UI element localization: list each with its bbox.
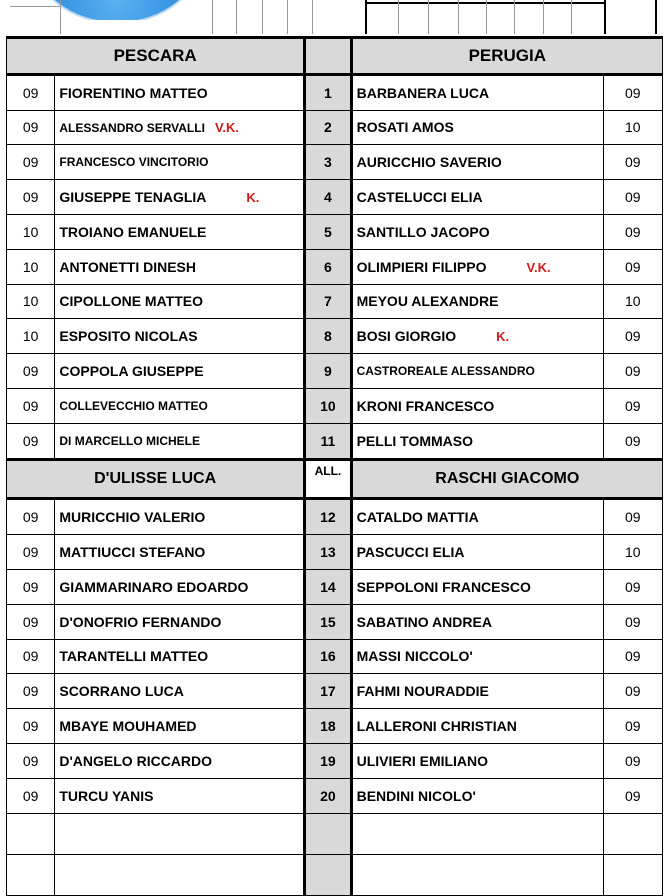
- away-player-name: [351, 249, 603, 284]
- starter-row: [7, 284, 663, 319]
- home-player-vote: 09: [7, 388, 55, 423]
- substitute-row: [7, 639, 663, 674]
- top-grid-line: [571, 0, 572, 34]
- away-player-name: [351, 319, 603, 354]
- away-player-name: [351, 354, 603, 389]
- away-sub-name: BENDINI NICOLO': [351, 778, 603, 813]
- home-player-name-text: CIPOLLONE MATTEO: [59, 293, 203, 310]
- substitute-row: [7, 674, 663, 709]
- top-grid-line: [398, 0, 399, 34]
- away-player-vote: 09: [603, 249, 663, 284]
- shirt-number: 17: [305, 674, 351, 709]
- away-player-vote: 09: [603, 388, 663, 423]
- empty-cell: [305, 854, 351, 895]
- home-player-role-badge: V.K.: [214, 119, 240, 135]
- substitute-row: [7, 535, 663, 570]
- top-grid-line: [458, 0, 459, 34]
- away-player-name-text: SANTILLO JACOPO: [356, 223, 490, 240]
- shirt-number: 6: [305, 249, 351, 284]
- away-player-name: [351, 180, 603, 215]
- away-player-name-text: CASTROREALE ALESSANDRO: [356, 364, 535, 379]
- away-sub-vote: 09: [603, 778, 663, 813]
- away-sub-name: PASCUCCI ELIA: [351, 535, 603, 570]
- home-sub-name: TURCU YANIS: [55, 778, 305, 813]
- substitute-row: [7, 778, 663, 813]
- home-sub-vote: 09: [7, 709, 55, 744]
- top-grid-line: [655, 0, 657, 34]
- top-grid-line: [312, 0, 313, 34]
- starter-row: [7, 388, 663, 423]
- away-player-name-text: PELLI TOMMASO: [356, 432, 474, 449]
- home-coach-name: D'ULISSE LUCA: [7, 459, 305, 499]
- number-header: [305, 38, 351, 75]
- shirt-number: 14: [305, 569, 351, 604]
- away-player-vote: 09: [603, 423, 663, 459]
- away-player-name: [351, 284, 603, 319]
- home-sub-name: GIAMMARINARO EDOARDO: [55, 569, 305, 604]
- home-player-name-text: ALESSANDRO SERVALLI: [59, 120, 205, 135]
- home-sub-name: D'ANGELO RICCARDO: [55, 743, 305, 778]
- empty-cell: [351, 813, 603, 854]
- away-player-name: [351, 214, 603, 249]
- away-sub-vote: 09: [603, 604, 663, 639]
- top-grid-line: [428, 0, 429, 34]
- top-grid-line: [60, 0, 61, 34]
- away-player-vote: 09: [603, 319, 663, 354]
- shirt-number: 4: [305, 180, 351, 215]
- starter-row: [7, 354, 663, 389]
- away-player-name: [351, 74, 603, 110]
- starter-row: [7, 214, 663, 249]
- top-strip: [0, 0, 665, 36]
- away-sub-name: ULIVIERI EMILIANO: [351, 743, 603, 778]
- top-grid-line: [365, 2, 605, 4]
- empty-cell: [603, 854, 663, 895]
- top-grid-line: [514, 0, 515, 34]
- home-player-name-text: DI MARCELLO MICHELE: [59, 433, 201, 448]
- top-grid-line: [365, 0, 367, 34]
- away-sub-name: SABATINO ANDREA: [351, 604, 603, 639]
- home-player-name-text: COPPOLA GIUSEPPE: [59, 363, 204, 380]
- home-sub-vote: 09: [7, 743, 55, 778]
- away-player-role-badge: V.K.: [526, 259, 551, 275]
- away-player-vote: 09: [603, 145, 663, 180]
- home-sub-name: MURICCHIO VALERIO: [55, 499, 305, 535]
- home-player-name: [55, 284, 305, 319]
- away-player-name: [351, 423, 603, 459]
- home-player-name: [55, 145, 305, 180]
- empty-cell: [305, 813, 351, 854]
- home-sub-vote: 09: [7, 674, 55, 709]
- home-sub-vote: 09: [7, 499, 55, 535]
- shirt-number: 3: [305, 145, 351, 180]
- shirt-number: 20: [305, 778, 351, 813]
- shirt-number: 8: [305, 319, 351, 354]
- home-player-name: [55, 354, 305, 389]
- top-grid-line: [604, 0, 606, 34]
- empty-cell: [55, 813, 305, 854]
- home-sub-vote: 09: [7, 535, 55, 570]
- away-player-name-text: OLIMPIERI FILIPPO: [356, 258, 487, 275]
- home-sub-name: D'ONOFRIO FERNANDO: [55, 604, 305, 639]
- starter-row: [7, 180, 663, 215]
- home-player-vote: 09: [7, 145, 55, 180]
- home-player-name-text: COLLEVECCHIO MATTEO: [59, 398, 208, 413]
- coach-row: [7, 459, 663, 499]
- away-player-name-text: AURICCHIO SAVERIO: [356, 154, 502, 171]
- home-player-name: [55, 423, 305, 459]
- home-sub-name: SCORRANO LUCA: [55, 674, 305, 709]
- home-player-name: [55, 110, 305, 145]
- home-player-vote: 09: [7, 354, 55, 389]
- home-sub-name: TARANTELLI MATTEO: [55, 639, 305, 674]
- away-player-name-text: CASTELUCCI ELIA: [356, 189, 483, 206]
- home-player-name-text: FRANCESCO VINCITORIO: [59, 155, 209, 170]
- away-player-role-badge: K.: [496, 329, 510, 345]
- empty-row: [7, 854, 663, 895]
- away-coach-name: RASCHI GIACOMO: [351, 459, 662, 499]
- starter-row: [7, 249, 663, 284]
- shirt-number: 15: [305, 604, 351, 639]
- shirt-number: 18: [305, 709, 351, 744]
- away-sub-vote: 09: [603, 639, 663, 674]
- empty-cell: [7, 854, 55, 895]
- home-team-name: PESCARA: [7, 38, 305, 75]
- away-team-name: PERUGIA: [351, 38, 662, 75]
- away-player-name-text: KRONI FRANCESCO: [356, 397, 495, 414]
- substitute-row: [7, 499, 663, 535]
- away-player-name-text: BARBANERA LUCA: [356, 84, 490, 101]
- empty-cell: [7, 813, 55, 854]
- away-sub-vote: 09: [603, 709, 663, 744]
- away-sub-vote: 09: [603, 499, 663, 535]
- home-player-vote: 10: [7, 214, 55, 249]
- team-header-row: [7, 38, 663, 75]
- away-player-vote: 09: [603, 354, 663, 389]
- home-player-vote: 09: [7, 110, 55, 145]
- home-player-name-text: TROIANO EMANUELE: [59, 223, 207, 240]
- away-sub-name: LALLERONI CHRISTIAN: [351, 709, 603, 744]
- home-player-name: [55, 249, 305, 284]
- home-player-name: [55, 74, 305, 110]
- away-sub-vote: 10: [603, 535, 663, 570]
- away-player-name: [351, 388, 603, 423]
- home-player-name: [55, 388, 305, 423]
- away-sub-name: FAHMI NOURADDIE: [351, 674, 603, 709]
- starter-row: [7, 319, 663, 354]
- coach-label: ALL.: [305, 459, 351, 499]
- top-grid-line: [262, 0, 263, 34]
- empty-cell: [55, 854, 305, 895]
- away-player-name: [351, 110, 603, 145]
- shirt-number: 1: [305, 74, 351, 110]
- away-sub-name: MASSI NICCOLO': [351, 639, 603, 674]
- away-player-vote: 09: [603, 180, 663, 215]
- away-player-name: [351, 145, 603, 180]
- home-player-vote: 10: [7, 319, 55, 354]
- away-sub-name: SEPPOLONI FRANCESCO: [351, 569, 603, 604]
- home-player-vote: 09: [7, 180, 55, 215]
- home-player-vote: 09: [7, 74, 55, 110]
- shirt-number: 11: [305, 423, 351, 459]
- away-sub-name: CATALDO MATTIA: [351, 499, 603, 535]
- substitute-row: [7, 709, 663, 744]
- empty-cell: [603, 813, 663, 854]
- starter-row: [7, 110, 663, 145]
- away-sub-vote: 09: [603, 569, 663, 604]
- substitute-row: [7, 743, 663, 778]
- away-player-name-text: ROSATI AMOS: [356, 119, 454, 136]
- home-sub-vote: 09: [7, 569, 55, 604]
- home-player-name: [55, 319, 305, 354]
- away-sub-vote: 09: [603, 743, 663, 778]
- home-player-name-text: ANTONETTI DINESH: [59, 258, 196, 275]
- top-grid-line: [10, 6, 60, 7]
- away-player-name-text: BOSI GIORGIO: [356, 328, 457, 345]
- home-sub-vote: 09: [7, 778, 55, 813]
- shirt-number: 10: [305, 388, 351, 423]
- empty-cell: [351, 854, 603, 895]
- logo-clip: [0, 0, 230, 20]
- top-grid-line: [287, 0, 288, 34]
- home-player-name: [55, 214, 305, 249]
- top-grid-line: [212, 0, 213, 34]
- empty-row: [7, 813, 663, 854]
- home-player-vote: 10: [7, 249, 55, 284]
- shirt-number: 5: [305, 214, 351, 249]
- club-shield-logo-icon: [30, 0, 204, 20]
- home-player-vote: 10: [7, 284, 55, 319]
- away-player-vote: 10: [603, 284, 663, 319]
- shirt-number: 19: [305, 743, 351, 778]
- home-player-name-text: GIUSEPPE TENAGLIA: [59, 189, 207, 206]
- away-player-vote: 09: [603, 214, 663, 249]
- home-player-name-text: ESPOSITO NICOLAS: [59, 328, 198, 345]
- starter-row: [7, 423, 663, 459]
- home-sub-name: MATTIUCCI STEFANO: [55, 535, 305, 570]
- starter-row: [7, 145, 663, 180]
- home-sub-vote: 09: [7, 604, 55, 639]
- match-roster-table: [6, 36, 663, 896]
- top-grid-line: [236, 0, 237, 34]
- substitute-row: [7, 569, 663, 604]
- shirt-number: 9: [305, 354, 351, 389]
- shirt-number: 12: [305, 499, 351, 535]
- home-player-role-badge: K.: [246, 190, 260, 206]
- away-player-vote: 09: [603, 74, 663, 110]
- roster-body: [7, 38, 663, 896]
- top-grid-line: [543, 0, 544, 34]
- home-player-name-text: FIORENTINO MATTEO: [59, 84, 208, 101]
- shirt-number: 13: [305, 535, 351, 570]
- shirt-number: 7: [305, 284, 351, 319]
- top-grid-line: [486, 0, 487, 34]
- away-player-name-text: MEYOU ALEXANDRE: [356, 293, 499, 310]
- shirt-number: 16: [305, 639, 351, 674]
- away-player-vote: 10: [603, 110, 663, 145]
- shirt-number: 2: [305, 110, 351, 145]
- away-sub-vote: 09: [603, 674, 663, 709]
- home-sub-vote: 09: [7, 639, 55, 674]
- home-sub-name: MBAYE MOUHAMED: [55, 709, 305, 744]
- substitute-row: [7, 604, 663, 639]
- home-player-vote: 09: [7, 423, 55, 459]
- starter-row: [7, 74, 663, 110]
- home-player-name: [55, 180, 305, 215]
